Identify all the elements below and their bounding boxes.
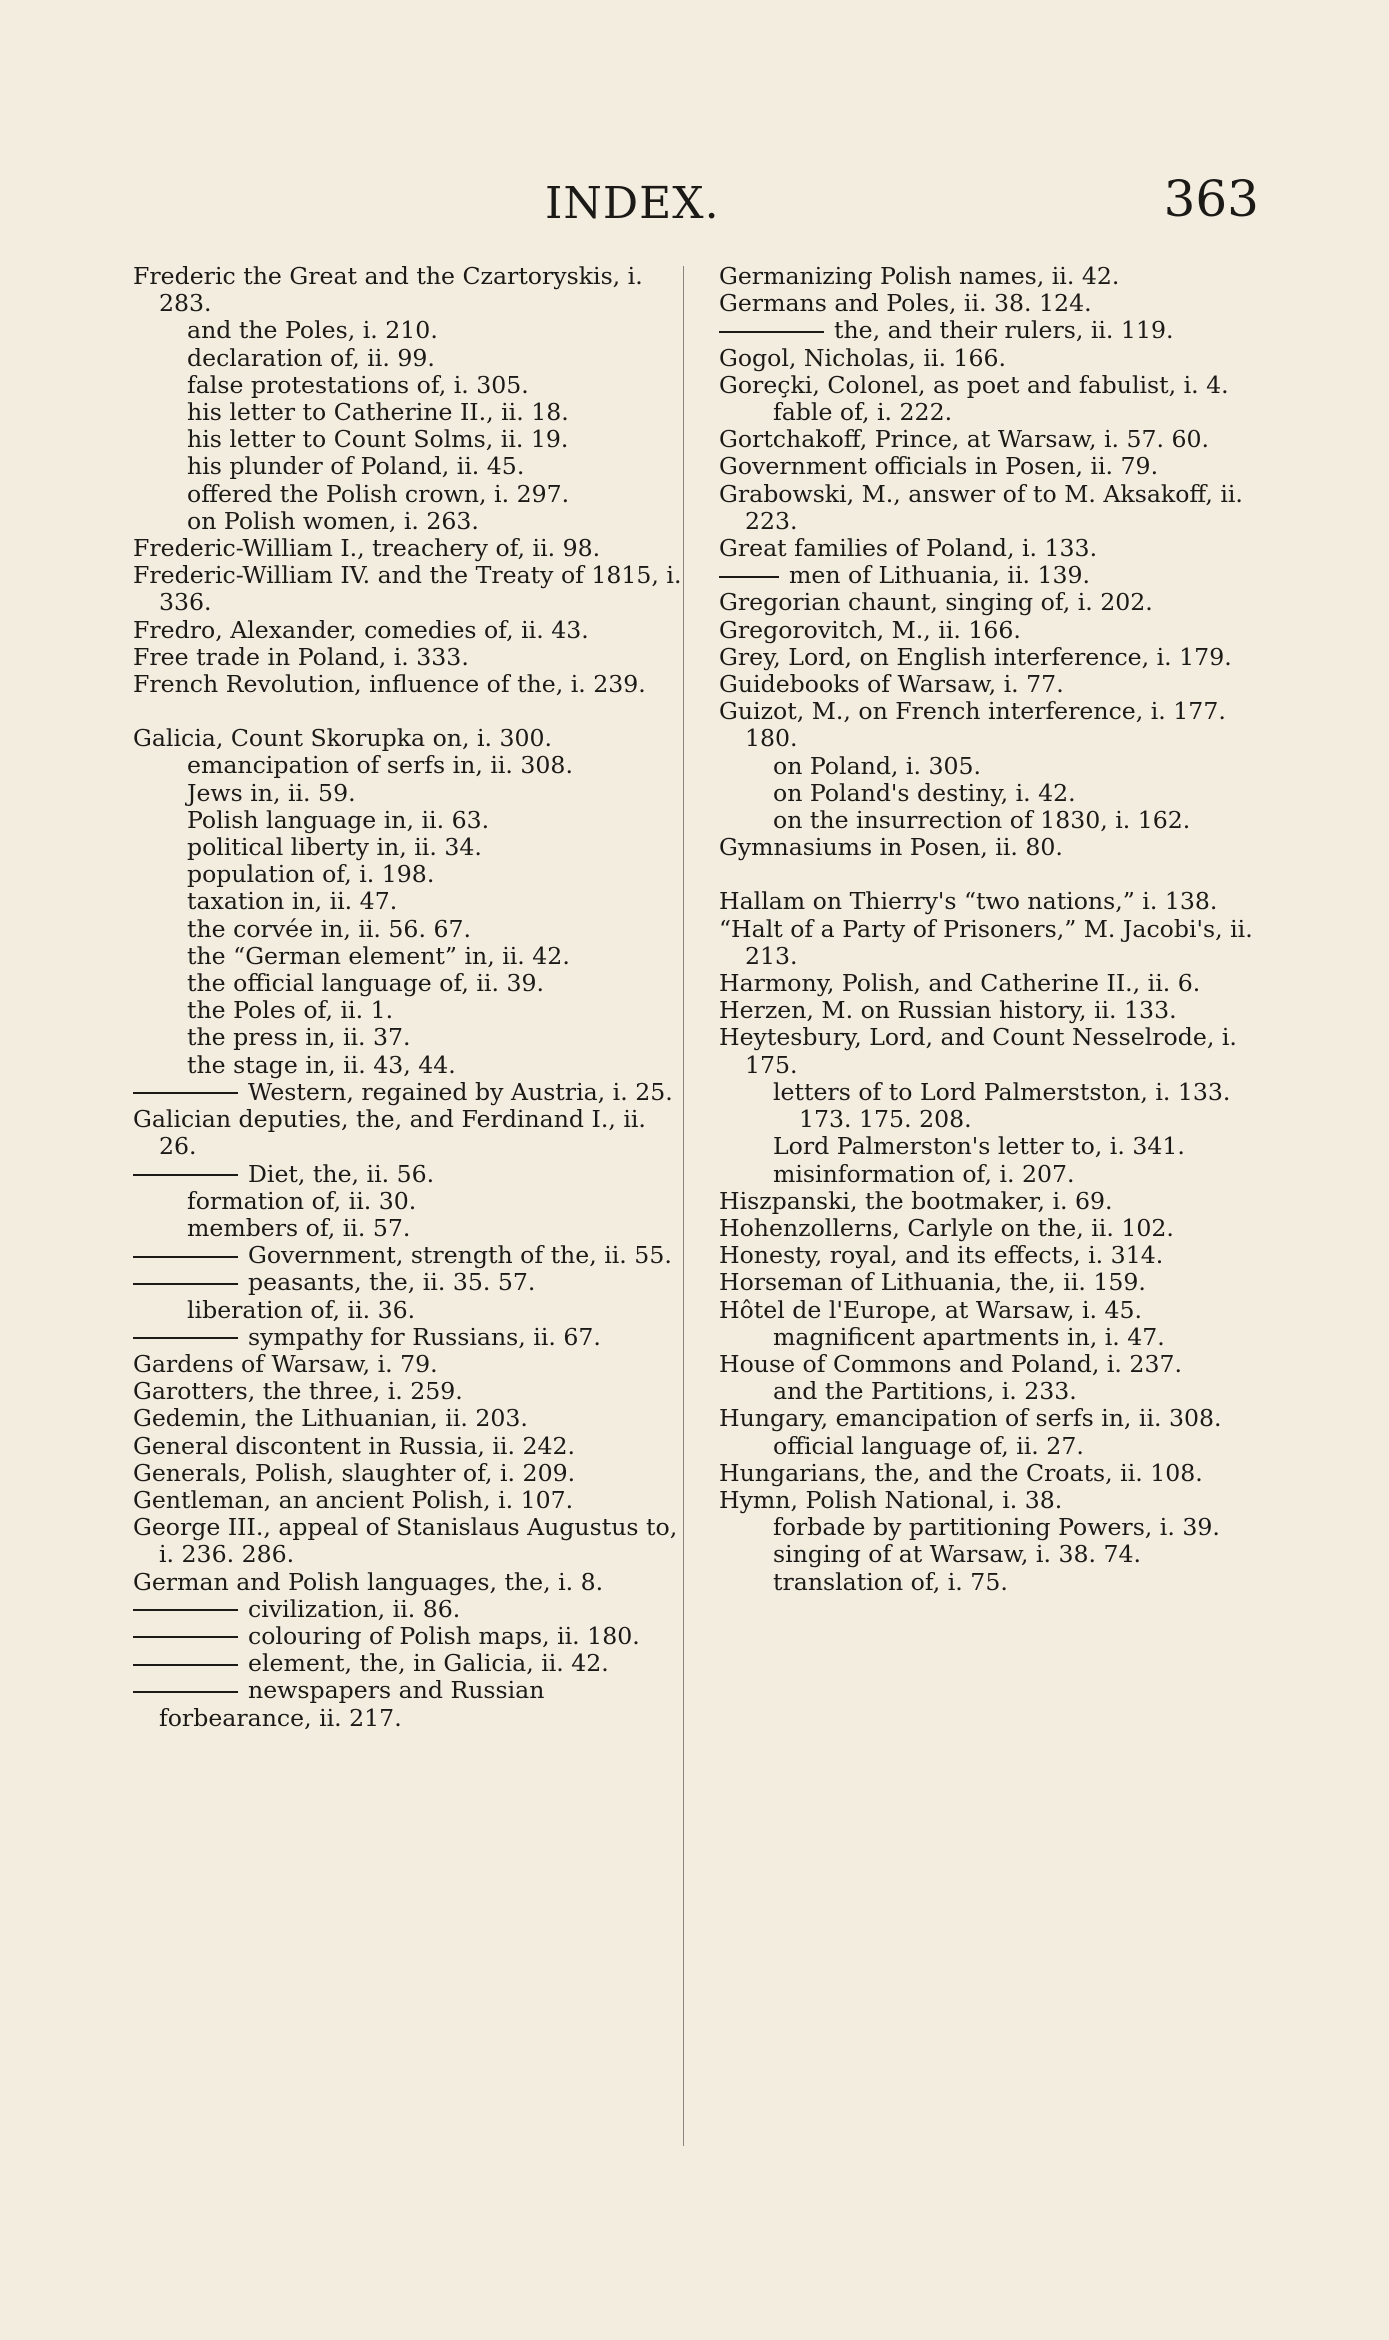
index-subentry: Government, strength of the, ii. 55. (133, 1242, 685, 1269)
index-entry: Generals, Polish, slaughter of, i. 209. (133, 1458, 576, 1487)
index-entry: Hymn, Polish National, i. 38. (719, 1485, 1063, 1514)
index-subentry: on Poland's destiny, i. 42. (773, 778, 1076, 807)
index-subentry: Diet, the, ii. 56. (133, 1161, 685, 1188)
page-header (0, 170, 1389, 240)
index-entry: Galicia, Count Skorupka on, i. 300. (133, 724, 553, 753)
index-entry: Gedemin, the Lithuanian, ii. 203. (133, 1404, 528, 1433)
index-subentry: the “German element” in, ii. 42. (187, 941, 570, 970)
index-entry: Hohenzollerns, Carlyle on the, ii. 102. (719, 1213, 1174, 1242)
index-entry: Frederic-William I., treachery of, ii. 98. (133, 534, 601, 563)
index-entry: Government officials in Posen, ii. 79. (719, 452, 1159, 481)
index-subentry: Jews in, ii. 59. (187, 778, 356, 807)
index-entry: Gogol, Nicholas, ii. 166. (719, 343, 1007, 372)
index-subentry: his letter to Catherine II., ii. 18. (187, 398, 569, 427)
index-subentry: formation of, ii. 30. (187, 1186, 417, 1215)
index-subentry: declaration of, ii. 99. (187, 343, 435, 372)
index-entry: Frederic-William IV. and the Treaty of 1815, i. 336. (133, 561, 682, 617)
index-entry: Gregorian chaunt, singing of, i. 202. (719, 588, 1153, 617)
index-entry: Honesty, royal, and its effects, i. 314. (719, 1241, 1164, 1270)
index-entry: Gortchakoff, Prince, at Warsaw, i. 57. 60. (719, 425, 1210, 454)
index-entry: Fredro, Alexander, comedies of, ii. 43. (133, 615, 589, 644)
index-entry: George III., appeal of Stanislaus Augustus to, i. 236. 286. (133, 1513, 678, 1569)
column-divider (683, 266, 684, 2146)
index-subentry: taxation in, ii. 47. (187, 887, 398, 916)
index-subentry: offered the Polish crown, i. 297. (187, 479, 570, 508)
index-entry: Grabowski, M., answer of to M. Aksakoff, ii. 223. (719, 479, 1243, 535)
index-subentry: the press in, ii. 37. (187, 1023, 411, 1052)
index-subentry: official language of, ii. 27. (773, 1431, 1084, 1460)
index-entry: French Revolution, influence of the, i. 239. (133, 670, 646, 699)
index-entry: Frederic the Great and the Czartoryskis, i. 283. (133, 262, 643, 318)
index-entry: Goreçki, Colonel, as poet and fabulist, i. 4. (719, 370, 1229, 399)
index-subentry: newspapers and Russian forbearance, ii. 217. (133, 1677, 685, 1731)
index-subentry: fable of, i. 222. (773, 398, 953, 427)
index-subentry: the stage in, ii. 43, 44. (187, 1050, 456, 1079)
index-entry: Free trade in Poland, i. 333. (133, 642, 469, 671)
index-entry: Galician deputies, the, and Ferdinand I., ii. 26. (133, 1105, 646, 1161)
index-subentry: members of, ii. 57. (187, 1213, 411, 1242)
index-subentry: element, the, in Galicia, ii. 42. (133, 1650, 685, 1677)
index-entry: Hungary, emancipation of serfs in, ii. 308. (719, 1404, 1222, 1433)
index-entry: Guizot, M., on French interference, i. 177. 180. (719, 697, 1226, 753)
index-entry: Hungarians, the, and the Croats, ii. 108. (719, 1458, 1203, 1487)
index-entry: Herzen, M. on Russian history, ii. 133. (719, 996, 1177, 1025)
index-subentry: peasants, the, ii. 35. 57. (133, 1269, 685, 1296)
index-subentry: the, and their rulers, ii. 119. (719, 317, 1271, 344)
index-subentry: civilization, ii. 86. (133, 1596, 685, 1623)
letter-section-gap (719, 861, 1271, 888)
index-subentry: his plunder of Poland, ii. 45. (187, 452, 525, 481)
index-subentry: and the Partitions, i. 233. (773, 1377, 1077, 1406)
index-subentry: Western, regained by Austria, i. 25. (133, 1079, 685, 1106)
left-column (133, 263, 685, 1732)
index-entry: Gentleman, an ancient Polish, i. 107. (133, 1485, 574, 1514)
index-entry: “Halt of a Party of Prisoners,” M. Jacobi's, ii. 213. (719, 914, 1253, 970)
index-entry: Gregorovitch, M., ii. 166. (719, 615, 1021, 644)
index-subentry: the Poles of, ii. 1. (187, 996, 394, 1025)
index-entry: Hallam on Thierry's “two nations,” i. 138. (719, 887, 1218, 916)
index-subentry: Polish language in, ii. 63. (187, 805, 490, 834)
index-subentry: the corvée in, ii. 56. 67. (187, 914, 471, 943)
index-subentry: his letter to Count Solms, ii. 19. (187, 425, 569, 454)
index-entry: Heytesbury, Lord, and Count Nesselrode, i. 175. (719, 1023, 1237, 1079)
index-subentry: misinformation of, i. 207. (773, 1159, 1075, 1188)
index-entry: General discontent in Russia, ii. 242. (133, 1431, 576, 1460)
index-subentry: emancipation of serfs in, ii. 308. (187, 751, 573, 780)
page-number: 363 (1163, 170, 1259, 228)
index-entry: House of Commons and Poland, i. 237. (719, 1349, 1182, 1378)
index-subentry: translation of, i. 75. (773, 1567, 1008, 1596)
index-subentry: and the Poles, i. 210. (187, 316, 438, 345)
index-subentry: men of Lithuania, ii. 139. (719, 562, 1271, 589)
page-title: INDEX. (545, 178, 720, 229)
index-subentry: on the insurrection of 1830, i. 162. (773, 806, 1191, 835)
index-entry: Gymnasiums in Posen, ii. 80. (719, 833, 1063, 862)
index-entry: Harmony, Polish, and Catherine II., ii. 6. (719, 969, 1201, 998)
index-subentry: population of, i. 198. (187, 860, 435, 889)
index-subentry: sympathy for Russians, ii. 67. (133, 1324, 685, 1351)
index-entry: Grey, Lord, on English interference, i. 179. (719, 642, 1232, 671)
index-entry: Guidebooks of Warsaw, i. 77. (719, 670, 1064, 699)
index-entry: Great families of Poland, i. 133. (719, 534, 1098, 563)
index-entry: Germans and Poles, ii. 38. 124. (719, 289, 1092, 318)
index-subentry: magnificent apartments in, i. 47. (773, 1322, 1165, 1351)
index-entry: Hôtel de l'Europe, at Warsaw, i. 45. (719, 1295, 1143, 1324)
index-subentry: letters of to Lord Palmerstston, i. 133. 173. 175. 208. (773, 1077, 1231, 1134)
index-subentry: singing of at Warsaw, i. 38. 74. (773, 1540, 1141, 1569)
index-entry: Germanizing Polish names, ii. 42. (719, 262, 1120, 290)
index-subentry: Lord Palmerston's letter to, i. 341. (773, 1132, 1185, 1161)
index-subentry: liberation of, ii. 36. (187, 1295, 416, 1324)
index-subentry: forbade by partitioning Powers, i. 39. (773, 1513, 1220, 1542)
index-subentry: false protestations of, i. 305. (187, 370, 529, 399)
index-entry: German and Polish languages, the, i. 8. (133, 1567, 604, 1596)
index-subentry: on Polish women, i. 263. (187, 506, 479, 535)
index-subentry: the official language of, ii. 39. (187, 969, 544, 998)
index-subentry: on Poland, i. 305. (773, 751, 982, 780)
index-subentry: political liberty in, ii. 34. (187, 833, 482, 862)
index-entry: Horseman of Lithuania, the, ii. 159. (719, 1268, 1146, 1297)
letter-section-gap (133, 698, 685, 725)
index-entry: Garotters, the three, i. 259. (133, 1377, 463, 1406)
index-subentry: colouring of Polish maps, ii. 180. (133, 1623, 685, 1650)
index-entry: Gardens of Warsaw, i. 79. (133, 1349, 438, 1378)
index-entry: Hiszpanski, the bootmaker, i. 69. (719, 1186, 1113, 1215)
right-column (719, 263, 1271, 1596)
